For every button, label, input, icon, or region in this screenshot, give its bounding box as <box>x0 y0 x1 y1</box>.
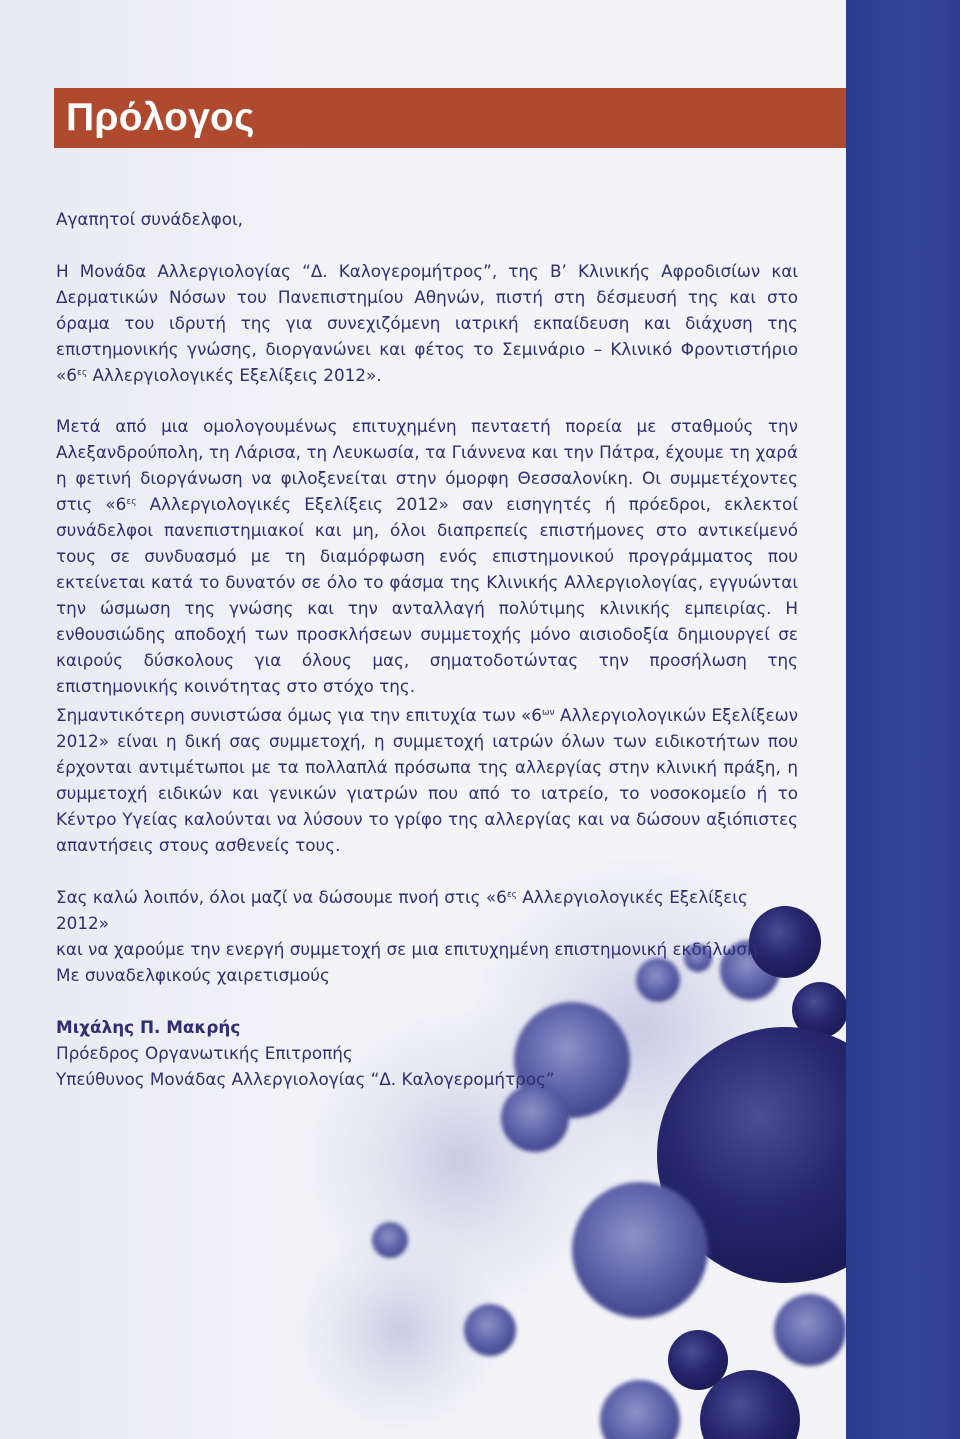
superscript: ων <box>541 708 555 718</box>
signature-role-1: Πρόεδρος Οργανωτικής Επιτροπής <box>56 1043 353 1063</box>
signature-name: Μιχάλης Π. Μακρής <box>56 1017 241 1037</box>
paragraph-3-part-a: Σημαντικότερη συνιστώσα όμως για την επιτυχία των «6 <box>56 705 542 725</box>
paragraph-1-part-a: Η Μονάδα Αλλεργιολογίας “Δ. Καλογερομήτρος”, της Β’ Κλινικής Αφροδισίων και Δερματικών Νόσων του Πανεπιστημίου Αθηνών, πιστή στη δέσμευσή της και στο όραμα του ιδρυτή της για συνεχιζόμενη ιατρική εκπαίδευση και διάχυση της επιστημονικής γνώσης, διοργανώνει και φέτος το Σεμινάριο – Κλινικό Φροντιστήριο «6 <box>56 261 798 385</box>
paragraph-4-part-b: Αλλεργιολογικές Εξελίξεις 2012» <box>56 887 748 933</box>
paragraph-4-line-1 <box>56 884 798 936</box>
paragraph-2-part-b: Αλλεργιολογικές Εξελίξεις 2012» σαν εισηγητές ή πρόεδροι, εκλεκτοί συνάδελφοι πανεπιστημιακοί και μη, όλοι διαπρεπείς επιστήμονες στο αντικείμενό τους σε συνδυασμό με τη διαμόρφωση ενός επιστημονικού προγράμματος που εκτείνεται κατά το δυνατόν σε όλο το φάσμα της Κλινικής Αλλεργιολογίας, εγγυώνται την ώσμωση της γνώσης και την ανταλλαγή πολύτιμης κλινικής εμπειρίας. Η ενθουσιώδης αποδοχή των προσκλήσεων συμμετοχής μόνο αισιοδοξία δημιουργεί σε καιρούς δύσκολους για όλους μας, σηματοδοτώντας την προσήλωση της επιστημονικής κοινότητας στο στόχο της. <box>56 494 798 696</box>
paragraph-3-text <box>56 702 798 858</box>
superscript: ες <box>126 497 137 507</box>
signature-block <box>56 1014 798 1092</box>
paragraph-2-text <box>56 413 798 699</box>
paragraph-2 <box>56 413 798 699</box>
superscript: ες <box>76 368 88 378</box>
paragraph-1-text <box>56 258 798 388</box>
paragraph-3-part-b: Αλλεργιολογικών Εξελίξεων 2012» είναι η δική σας συμμετοχή, η συμμετοχή ιατρών όλων των ειδικοτήτων που έρχονται αντιμέτωποι με τα πολλαπλά πρόσωπα της αλλεργίας στην κλινική πράξη, η συμμετοχή ειδικών και γενικών γιατρών που από το ιατρείο, το νοσοκομείο ή το Κέντρο Υγείας καλούνται να λύσουν το γρίφο της αλλεργίας και να δώσουν αξιόπιστες απαντήσεις στους ασθενείς τους. <box>56 705 798 855</box>
paragraph-1-part-b: Αλλεργιολογικές Εξελίξεις 2012». <box>87 365 382 385</box>
closing <box>56 962 798 988</box>
signature-role-2: Υπεύθυνος Μονάδας Αλλεργιολογίας “Δ. Καλογερομήτρος” <box>56 1069 555 1089</box>
paragraph-4-part-a: Σας καλώ λοιπόν, όλοι μαζί να δώσουμε πνοή στις «6 <box>56 887 507 907</box>
greeting <box>56 206 798 232</box>
paragraph-1 <box>56 258 798 388</box>
side-stripe <box>846 0 960 1439</box>
page-title: Πρόλογος <box>66 96 255 139</box>
superscript: ες <box>506 890 517 900</box>
paragraph-4 <box>56 884 798 962</box>
closing-text: Με συναδελφικούς χαιρετισμούς <box>56 965 330 985</box>
greeting-text: Αγαπητοί συνάδελφοι, <box>56 209 243 229</box>
paragraph-4-line-2: και να χαρούμε την ενεργή συμμετοχή σε μια επιτυχημένη επιστημονική εκδήλωση. <box>56 939 763 959</box>
paragraph-3 <box>56 702 798 858</box>
paragraph-2-part-a: Μετά από μια ομολογουμένως επιτυχημένη πενταετή πορεία με σταθμούς την Αλεξανδρούπολη, τη Λάρισα, τη Λευκωσία, τα Γιάννενα και την Πάτρα, έχουμε τη χαρά η φετινή διοργάνωση να φιλοξενείται στην όμορφη Θεσσαλονίκη. Οι συμμετέχοντες στις «6 <box>56 416 798 514</box>
